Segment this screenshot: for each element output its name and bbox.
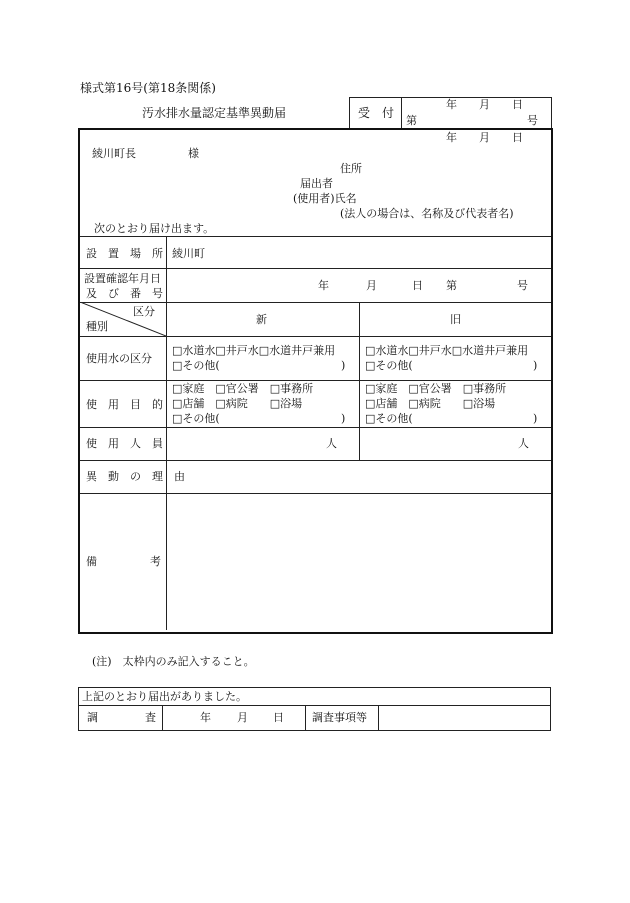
filer-label: 届出者 [300,177,333,190]
addressee: 綾川町長 [92,147,136,160]
location-label: 設 置 場 所 [86,247,163,260]
approval-day[interactable]: 日 [412,279,423,292]
reason-label: 異 動 の 理 由 [86,470,185,483]
approval-no-prefix: 第 [446,279,457,292]
water-new-other-right: ) [341,359,346,372]
receipt-label: 受 付 [358,106,395,120]
receipt-date: 年 月 日 [446,98,523,111]
water-label: 使用水の区分 [86,352,152,365]
new-header: 新 [256,313,267,326]
note-text: (注) 太枠内のみ記入すること。 [92,655,255,668]
purpose-label: 使 用 目 的 [86,398,163,411]
persons-new-unit[interactable]: 人 [326,437,337,450]
purpose-old-other-left[interactable]: □その他( [365,412,413,425]
survey-month[interactable]: 月 [237,711,248,724]
user-name-label: (使用者)氏名 [293,192,357,205]
remarks-field[interactable] [168,495,549,628]
receipt-number-suffix: 号 [527,114,538,127]
address-label: 住所 [340,162,362,175]
type-header: 種別 [86,320,108,333]
water-old-other-left[interactable]: □その他( [365,359,413,372]
remarks-label-2: 考 [150,555,161,568]
corp-note: (法人の場合は、名称及び代表者名) [340,207,514,220]
persons-label: 使 用 人 員 [86,437,163,450]
water-new-other-left[interactable]: □その他( [172,359,220,372]
form-number: 様式第16号(第18条関係) [80,81,216,95]
purpose-new-other-right: ) [341,412,346,425]
purpose-old-other-right: ) [533,412,538,425]
honorific: 様 [188,147,199,160]
header-date[interactable]: 年 月 日 [446,131,523,144]
purpose-old-line1[interactable]: □家庭 □官公署 □事務所 [365,382,507,395]
survey-items-label: 調査事項等 [312,711,367,724]
purpose-new-other-left[interactable]: □その他( [172,412,220,425]
purpose-old-line2[interactable]: □店舗 □病院 □浴場 [365,397,496,410]
survey-year[interactable]: 年 [200,711,211,724]
approval-label-2: 及 び 番 号 [86,287,163,300]
purpose-new-line2[interactable]: □店舗 □病院 □浴場 [172,397,303,410]
approval-label-1: 設置確認年月日 [84,272,161,285]
survey-label-2: 査 [145,711,156,724]
old-header: 旧 [450,313,461,326]
location-value[interactable]: 綾川町 [172,247,205,260]
approval-no-suffix: 号 [517,279,528,292]
form-title: 汚水排水量認定基準異動届 [142,106,287,120]
approval-month[interactable]: 月 [366,279,377,292]
approval-year[interactable]: 年 [318,279,329,292]
category-header: 区分 [133,305,155,318]
intro-text: 次のとおり届け出ます。 [94,222,215,235]
statement-text: 上記のとおり届出がありました。 [82,690,247,703]
survey-label-1: 調 [87,711,98,724]
receipt-number-prefix: 第 [406,114,417,127]
remarks-label-1: 備 [86,555,97,568]
water-new-line1[interactable]: □水道水□井戸水□水道井戸兼用 [172,344,336,357]
survey-items-field[interactable] [380,707,549,729]
water-old-other-right: ) [533,359,538,372]
survey-day[interactable]: 日 [273,711,284,724]
water-old-line1[interactable]: □水道水□井戸水□水道井戸兼用 [365,344,529,357]
purpose-new-line1[interactable]: □家庭 □官公署 □事務所 [172,382,314,395]
persons-old-unit[interactable]: 人 [518,437,529,450]
reason-field[interactable] [168,462,549,492]
